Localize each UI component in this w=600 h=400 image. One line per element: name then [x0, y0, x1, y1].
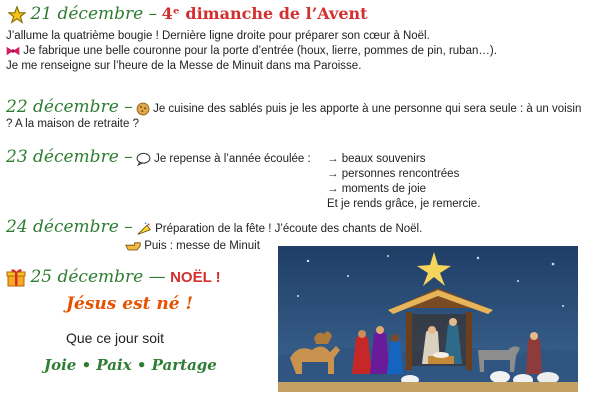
day-21-line-1: J’allume la quatrième bougie ! Dernière ligne droite pour préparer son cœur à Noël.: [6, 30, 430, 42]
pointing-hand-icon: [125, 240, 141, 252]
day-21-heading: [8, 4, 368, 24]
day-21-date: 21 décembre –: [30, 4, 158, 24]
day-25-heading: [6, 267, 221, 288]
day-24-block: [6, 217, 591, 237]
day-23-item: → moments de joie: [327, 183, 427, 195]
day-23-date: 23 décembre –: [6, 147, 133, 167]
day-25-date: 25 décembre —: [30, 267, 166, 287]
day-23-list: [327, 152, 480, 212]
party-horn-icon: [136, 222, 152, 236]
day-22-line-2: ? A la maison de retraite ?: [6, 118, 139, 130]
star-icon: [8, 6, 26, 24]
day-22-block: [6, 97, 591, 132]
nativity-illustration: [278, 246, 578, 392]
day-21-line-3: Je me renseigne sur l’heure de la Messe de Minuit dans ma Paroisse.: [6, 60, 362, 72]
speech-bubble-icon: [136, 152, 151, 166]
gift-icon: [6, 268, 26, 288]
que-ce-jour-soit: Que ce jour soit: [66, 330, 165, 346]
bow-icon: [6, 45, 20, 57]
day-21-line-2: Je fabrique une belle couronne pour la porte d’entrée (houx, lierre, pommes de pin, ruban…).: [6, 44, 586, 59]
day-24-line-1: Préparation de la fête ! J’écoute des chants de Noël.: [155, 223, 423, 235]
jesus-est-ne: Jésus est né !: [66, 294, 193, 314]
day-23-item: → beaux souvenirs: [327, 153, 426, 165]
day-23-intro: Je repense à l’année écoulée :: [154, 153, 311, 165]
cookie-icon: [136, 102, 150, 116]
day-24-line-2-row: [125, 239, 260, 254]
day-22-line-1: Je cuisine des sablés puis je les apporte à une personne qui sera seule : à un voisin: [153, 103, 582, 115]
joie-paix-partage: Joie • Paix • Partage: [44, 356, 217, 374]
day-24-line-2: Puis : messe de Minuit: [144, 240, 260, 252]
day-24-date: 24 décembre –: [6, 217, 133, 237]
day-23-block: [6, 147, 591, 167]
day-25-noel: NOËL !: [170, 269, 221, 286]
day-23-item: → personnes rencontrées: [327, 168, 460, 180]
day-21-body: [6, 29, 586, 74]
day-23-closing: Et je rends grâce, je remercie.: [327, 198, 481, 210]
day-22-date: 22 décembre –: [6, 97, 133, 117]
day-21-title: 4ᵉ dimanche de l’Avent: [161, 4, 368, 23]
